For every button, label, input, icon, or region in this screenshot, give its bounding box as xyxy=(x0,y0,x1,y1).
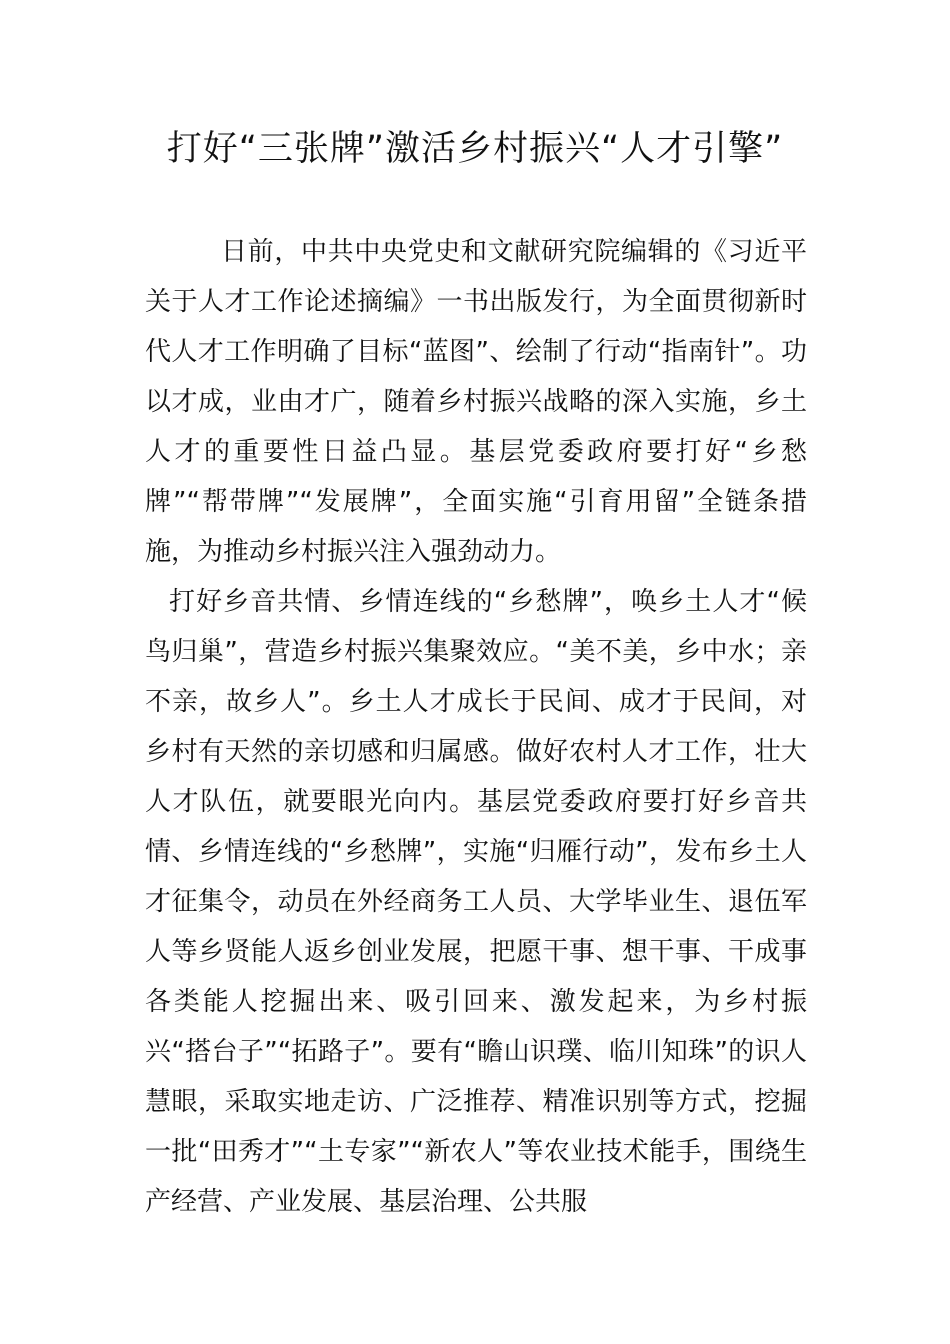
paragraph-intro: 日前，中共中央党史和文献研究院编辑的《习近平关于人才工作论述摘编》一书出版发行，为全面贯彻新时代人才工作明确了目标“蓝图”、绘制了行动“指南针”。功以才成，业由才广，随着乡村振兴战略的深入实施，乡土人才的重要性日益凸显。基层党委政府要打好“乡愁牌”“帮带牌”“发展牌”，全面实施“引育用留”全链条措施，为推动乡村振兴注入强劲动力。 xyxy=(145,237,807,567)
article-body xyxy=(145,227,807,1227)
article-title: 打好“三张牌”激活乡村振兴“人才引擎” xyxy=(166,129,784,169)
paragraph-xiangchou: 打好乡音共情、乡情连线的“乡愁牌”，唤乡土人才“候鸟归巢”，营造乡村振兴集聚效应。“美不美，乡中水；亲不亲，故乡人”。乡土人才成长于民间、成才于民间，对乡村有天然的亲切感和归属感。做好农村人才工作，壮大人才队伍，就要眼光向内。基层党委政府要打好乡音共情、乡情连线的“乡愁牌”，实施“归雁行动”，发布乡土人才征集令，动员在外经商务工人员、大学毕业生、退伍军人等乡贤能人返乡创业发展，把愿干事、想干事、干成事各类能人挖掘出来、吸引回来、激发起来，为乡村振兴“搭台子”“拓路子”。要有“瞻山识璞、临川知珠”的识人慧眼，采取实地走访、广泛推荐、精准识别等方式，挖掘一批“田秀才”“土专家”“新农人”等农业技术能手，围绕生产经营、产业发展、基层治理、公共服 xyxy=(145,587,807,1217)
